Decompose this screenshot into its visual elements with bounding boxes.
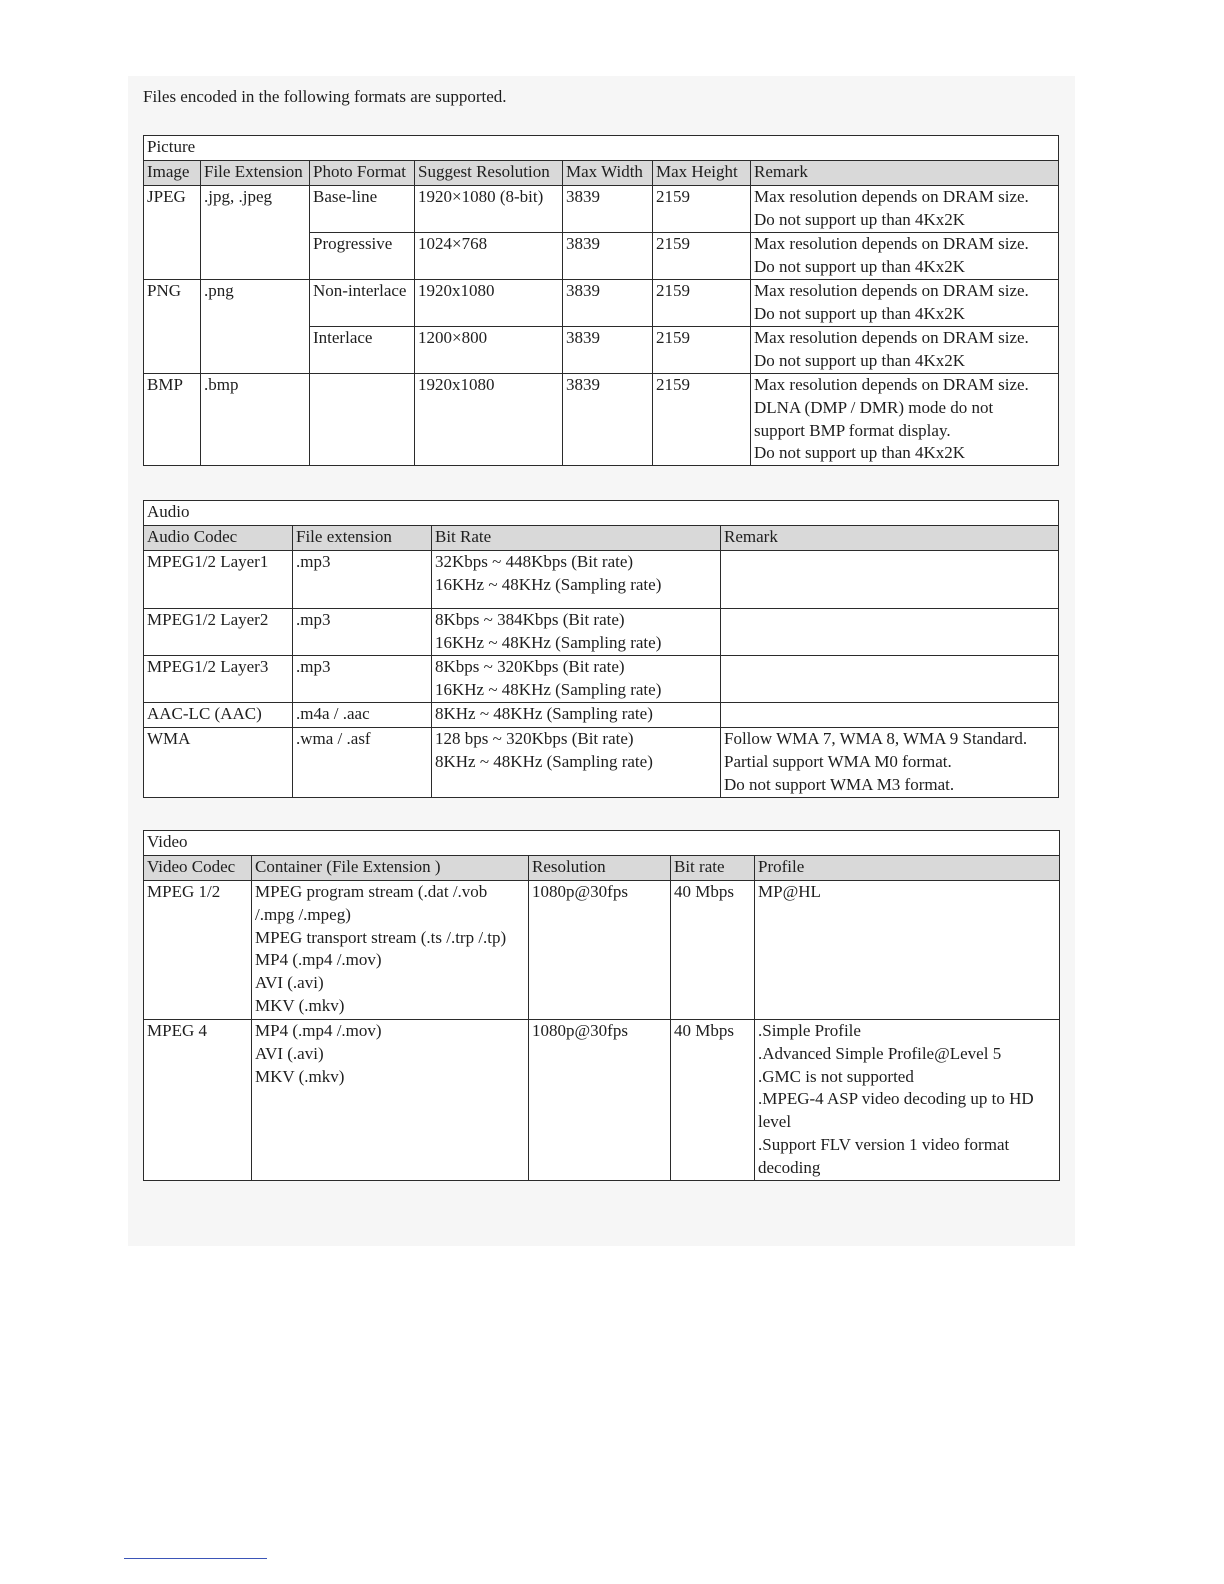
- max-width-cell: 3839: [563, 280, 653, 327]
- column-header: Container (File Extension ): [252, 856, 529, 881]
- file-extension-cell: .mp3: [293, 551, 432, 609]
- remark-line: Partial support WMA M0 format.: [724, 751, 952, 771]
- column-header: Video Codec: [144, 856, 252, 881]
- file-extension-cell: .wma / .asf: [293, 728, 432, 798]
- column-header: File Extension: [201, 161, 310, 186]
- max-height-cell: 2159: [653, 374, 751, 466]
- remark-line: Do not support WMA M3 format.: [724, 774, 955, 794]
- photo-format-cell: Interlace: [310, 327, 415, 374]
- bit-rate-cell: [432, 656, 721, 703]
- video-codec-cell: MPEG 1/2: [144, 881, 252, 1020]
- intro-text: Files encoded in the following formats are supported.: [143, 87, 507, 106]
- container-line: MP4 (.mp4 /.mov): [255, 950, 382, 970]
- max-width-cell: 3839: [563, 233, 653, 280]
- profile-line: level: [758, 1112, 792, 1132]
- column-header: Bit Rate: [432, 526, 721, 551]
- file-extension-cell: .m4a / .aac: [293, 703, 432, 728]
- table-row: [144, 374, 1059, 466]
- container-line: MP4 (.mp4 /.mov): [255, 1021, 382, 1040]
- remark-cell: [721, 728, 1059, 798]
- remark-line: Do not support up than 4Kx2K: [754, 209, 966, 229]
- profile-line: MP@HL: [758, 882, 821, 901]
- remark-cell: [721, 656, 1059, 703]
- remark-cell: [751, 280, 1059, 327]
- bit-rate-line: 8Kbps ~ 384Kbps (Bit rate): [435, 610, 625, 629]
- image-type-cell: BMP: [144, 374, 201, 466]
- container-line: AVI (.avi): [255, 1043, 324, 1063]
- profile-cell: [755, 881, 1060, 1020]
- file-extension-cell: .bmp: [201, 374, 310, 466]
- resolution-cell: 1080p@30fps: [529, 1020, 671, 1181]
- video-header-row: [144, 856, 1060, 881]
- footnote-separator: [124, 1558, 267, 1559]
- remark-cell: [721, 551, 1059, 609]
- bit-rate-line: 128 bps ~ 320Kbps (Bit rate): [435, 729, 634, 748]
- remark-cell: [751, 327, 1059, 374]
- profile-line: .MPEG-4 ASP video decoding up to HD: [758, 1089, 1034, 1109]
- bit-rate-line: 16KHz ~ 48KHz (Sampling rate): [435, 632, 662, 652]
- profile-line: .Support FLV version 1 video format: [758, 1134, 1010, 1154]
- table-row: [144, 280, 1059, 327]
- photo-format-cell: Progressive: [310, 233, 415, 280]
- audio-codec-cell: MPEG1/2 Layer1: [144, 551, 293, 609]
- picture-table-title: Picture: [144, 136, 1059, 161]
- video-title-row: [144, 831, 1060, 856]
- remark-line: Follow WMA 7, WMA 8, WMA 9 Standard.: [724, 729, 1028, 748]
- container-cell: [252, 1020, 529, 1181]
- remark-cell: [751, 374, 1059, 466]
- profile-line: .GMC is not supported: [758, 1066, 914, 1086]
- max-width-cell: 3839: [563, 186, 653, 233]
- audio-header-row: [144, 526, 1059, 551]
- audio-codec-cell: WMA: [144, 728, 293, 798]
- bit-rate-cell: 40 Mbps: [671, 881, 755, 1020]
- file-extension-cell: .jpg, .jpeg: [201, 186, 310, 280]
- remark-line: Max resolution depends on DRAM size.: [754, 187, 1029, 206]
- audio-codec-cell: MPEG1/2 Layer2: [144, 609, 293, 656]
- table-row: [144, 728, 1059, 798]
- container-line: MPEG program stream (.dat /.vob: [255, 882, 488, 901]
- bit-rate-line: 16KHz ~ 48KHz (Sampling rate): [435, 574, 662, 594]
- remark-line: Max resolution depends on DRAM size.: [754, 281, 1029, 300]
- resolution-cell: 1080p@30fps: [529, 881, 671, 1020]
- photo-format-cell: Non-interlace: [310, 280, 415, 327]
- column-header: Image: [144, 161, 201, 186]
- photo-format-cell: [310, 374, 415, 466]
- column-header: Suggest Resolution: [415, 161, 563, 186]
- audio-codec-cell: MPEG1/2 Layer3: [144, 656, 293, 703]
- bit-rate-cell: [432, 728, 721, 798]
- audio-codec-cell: AAC-LC (AAC): [144, 703, 293, 728]
- suggest-resolution-cell: 1920x1080: [415, 280, 563, 327]
- table-row: [144, 1020, 1060, 1181]
- audio-title-row: [144, 501, 1059, 526]
- column-header: Photo Format: [310, 161, 415, 186]
- file-extension-cell: .mp3: [293, 609, 432, 656]
- container-line: MKV (.mkv): [255, 995, 345, 1015]
- picture-header-row: [144, 161, 1059, 186]
- bit-rate-line: 8Kbps ~ 320Kbps (Bit rate): [435, 657, 625, 676]
- max-height-cell: 2159: [653, 280, 751, 327]
- remark-cell: [721, 703, 1059, 728]
- table-row: [144, 656, 1059, 703]
- remark-line: Max resolution depends on DRAM size.: [754, 375, 1029, 394]
- remark-line: Do not support up than 4Kx2K: [754, 256, 966, 276]
- table-row: [144, 881, 1060, 1020]
- photo-format-cell: Base-line: [310, 186, 415, 233]
- bit-rate-line: 32Kbps ~ 448Kbps (Bit rate): [435, 552, 634, 571]
- column-header: Resolution: [529, 856, 671, 881]
- file-extension-cell: .mp3: [293, 656, 432, 703]
- bit-rate-line: 8KHz ~ 48KHz (Sampling rate): [435, 751, 653, 771]
- column-header: File extension: [293, 526, 432, 551]
- audio-table-title: Audio: [144, 501, 1059, 526]
- suggest-resolution-cell: 1024×768: [415, 233, 563, 280]
- remark-line: Do not support up than 4Kx2K: [754, 303, 966, 323]
- remark-line: DLNA (DMP / DMR) mode do not: [754, 397, 994, 417]
- table-row: [144, 551, 1059, 609]
- profile-line: decoding: [758, 1157, 821, 1177]
- suggest-resolution-cell: 1200×800: [415, 327, 563, 374]
- max-height-cell: 2159: [653, 327, 751, 374]
- remark-line: Do not support up than 4Kx2K: [754, 443, 966, 463]
- profile-cell: [755, 1020, 1060, 1181]
- max-height-cell: 2159: [653, 186, 751, 233]
- remark-cell: [721, 609, 1059, 656]
- container-line: MKV (.mkv): [255, 1066, 345, 1086]
- image-type-cell: JPEG: [144, 186, 201, 280]
- video-codec-cell: MPEG 4: [144, 1020, 252, 1181]
- column-header: Audio Codec: [144, 526, 293, 551]
- picture-title-row: [144, 136, 1059, 161]
- column-header: Bit rate: [671, 856, 755, 881]
- max-width-cell: 3839: [563, 374, 653, 466]
- remark-line: Max resolution depends on DRAM size.: [754, 328, 1029, 347]
- remark-line: support BMP format display.: [754, 420, 951, 440]
- suggest-resolution-cell: 1920x1080: [415, 374, 563, 466]
- bit-rate-line: 16KHz ~ 48KHz (Sampling rate): [435, 679, 662, 699]
- video-format-table: [143, 830, 1060, 1181]
- column-header: Remark: [721, 526, 1059, 551]
- bit-rate-cell: [432, 551, 721, 609]
- column-header: Profile: [755, 856, 1060, 881]
- bit-rate-line: 8KHz ~ 48KHz (Sampling rate): [435, 704, 653, 723]
- file-extension-cell: .png: [201, 280, 310, 374]
- column-header: Max Width: [563, 161, 653, 186]
- container-line: AVI (.avi): [255, 973, 324, 993]
- column-header: Remark: [751, 161, 1059, 186]
- bit-rate-cell: 40 Mbps: [671, 1020, 755, 1181]
- container-line: MPEG transport stream (.ts /.trp /.tp): [255, 927, 507, 947]
- remark-line: Do not support up than 4Kx2K: [754, 350, 966, 370]
- container-cell: [252, 881, 529, 1020]
- suggest-resolution-cell: 1920×1080 (8-bit): [415, 186, 563, 233]
- table-row: [144, 703, 1059, 728]
- profile-line: .Simple Profile: [758, 1021, 861, 1040]
- bit-rate-cell: [432, 609, 721, 656]
- table-row: [144, 609, 1059, 656]
- profile-line: .Advanced Simple Profile@Level 5: [758, 1043, 1002, 1063]
- video-table-title: Video: [144, 831, 1060, 856]
- table-row: [144, 186, 1059, 233]
- max-height-cell: 2159: [653, 233, 751, 280]
- picture-format-table: [143, 135, 1059, 466]
- container-line: /.mpg /.mpeg): [255, 904, 351, 924]
- audio-format-table: [143, 500, 1059, 798]
- remark-line: Max resolution depends on DRAM size.: [754, 234, 1029, 253]
- remark-cell: [751, 233, 1059, 280]
- max-width-cell: 3839: [563, 327, 653, 374]
- image-type-cell: PNG: [144, 280, 201, 374]
- remark-cell: [751, 186, 1059, 233]
- column-header: Max Height: [653, 161, 751, 186]
- bit-rate-cell: [432, 703, 721, 728]
